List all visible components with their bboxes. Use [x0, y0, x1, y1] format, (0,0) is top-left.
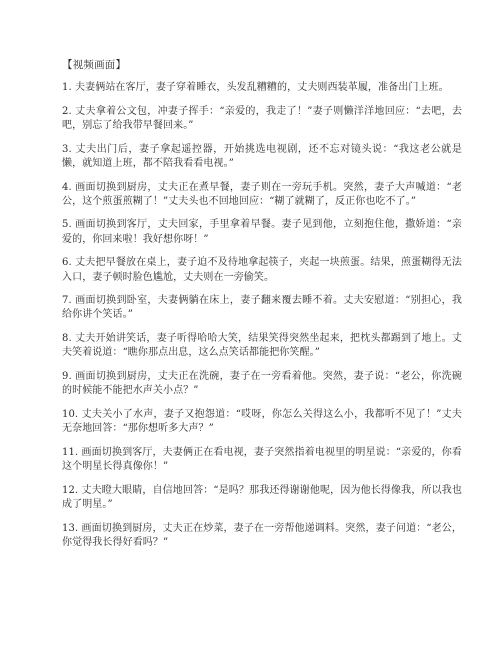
paragraph-13: 13. 画面切换到厨房，丈夫正在炒菜，妻子在一旁帮他递调料。突然，妻子问道：“老公，你觉得我长得好看吗？”: [62, 522, 462, 548]
paragraph-9: 9. 画面切换到厨房，丈夫正在洗碗，妻子在一旁看着他。突然，妻子说：“老公，你洗碗的时候能不能把水声关小点？”: [62, 371, 462, 397]
paragraph-6: 6. 丈夫把早餐放在桌上，妻子迫不及待地拿起筷子，夹起一块煎蛋。结果，煎蛋糊得无法入口，妻子顿时脸色尴尬，丈夫则在一旁偷笑。: [62, 257, 462, 283]
paragraph-7: 7. 画面切换到卧室，夫妻俩躺在床上，妻子翻来覆去睡不着。丈夫安慰道：“别担心，我给你讲个笑话。”: [62, 295, 462, 321]
paragraph-11: 11. 画面切换到客厅，夫妻俩正在看电视，妻子突然指着电视里的明星说：“亲爱的，你看这个明星长得真像你！”: [62, 446, 462, 473]
paragraph-4: 4. 画面切换到厨房，丈夫正在煮早餐，妻子则在一旁玩手机。突然，妻子大声喊道：“老公，这个煎蛋煎糊了！”丈夫头也不回地回应：“糊了就糊了，反正你也吃不了。”: [62, 181, 462, 207]
paragraph-list: [62, 81, 462, 550]
paragraph-10: 10. 丈夫关小了水声，妻子又抱怨道：“哎呀，你怎么关得这么小，我都听不见了！”丈夫无奈地回答：“那你想听多大声？”: [62, 408, 462, 435]
paragraph-2: 2. 丈夫拿着公文包，冲妻子挥手：“亲爱的，我走了！”妻子则懒洋洋地回应：“去吧，去吧，别忘了给我带早餐回来。”: [62, 105, 462, 131]
paragraph-8: 8. 丈夫开始讲笑话，妻子听得哈哈大笑，结果笑得突然坐起来，把枕头都踢到了地上。丈夫笑着说道：“瞧你那点出息，这么点笑话都能把你笑醒。”: [62, 333, 462, 359]
paragraph-5: 5. 画面切换到客厅，丈夫回家，手里拿着早餐。妻子见到他，立刻抱住他，撒娇道：“亲爱的，你回来啦！我好想你呀！”: [62, 219, 462, 245]
document-page: [62, 58, 462, 560]
paragraph-12: 12. 丈夫瞪大眼睛，自信地回答：“是吗？那我还得谢谢他呢，因为他长得像我，所以我也成了明星。”: [62, 484, 462, 510]
paragraph-3: 3. 丈夫出门后，妻子拿起遥控器，开始挑选电视剧，还不忘对镜头说：“我这老公就是懒，就知道上班，都不陪我看看电视。”: [62, 143, 462, 169]
paragraph-1: 1. 夫妻俩站在客厅，妻子穿着睡衣，头发乱糟糟的，丈夫则西装革履，准备出门上班。: [62, 82, 449, 93]
section-heading: 【视频画面】: [62, 59, 127, 71]
